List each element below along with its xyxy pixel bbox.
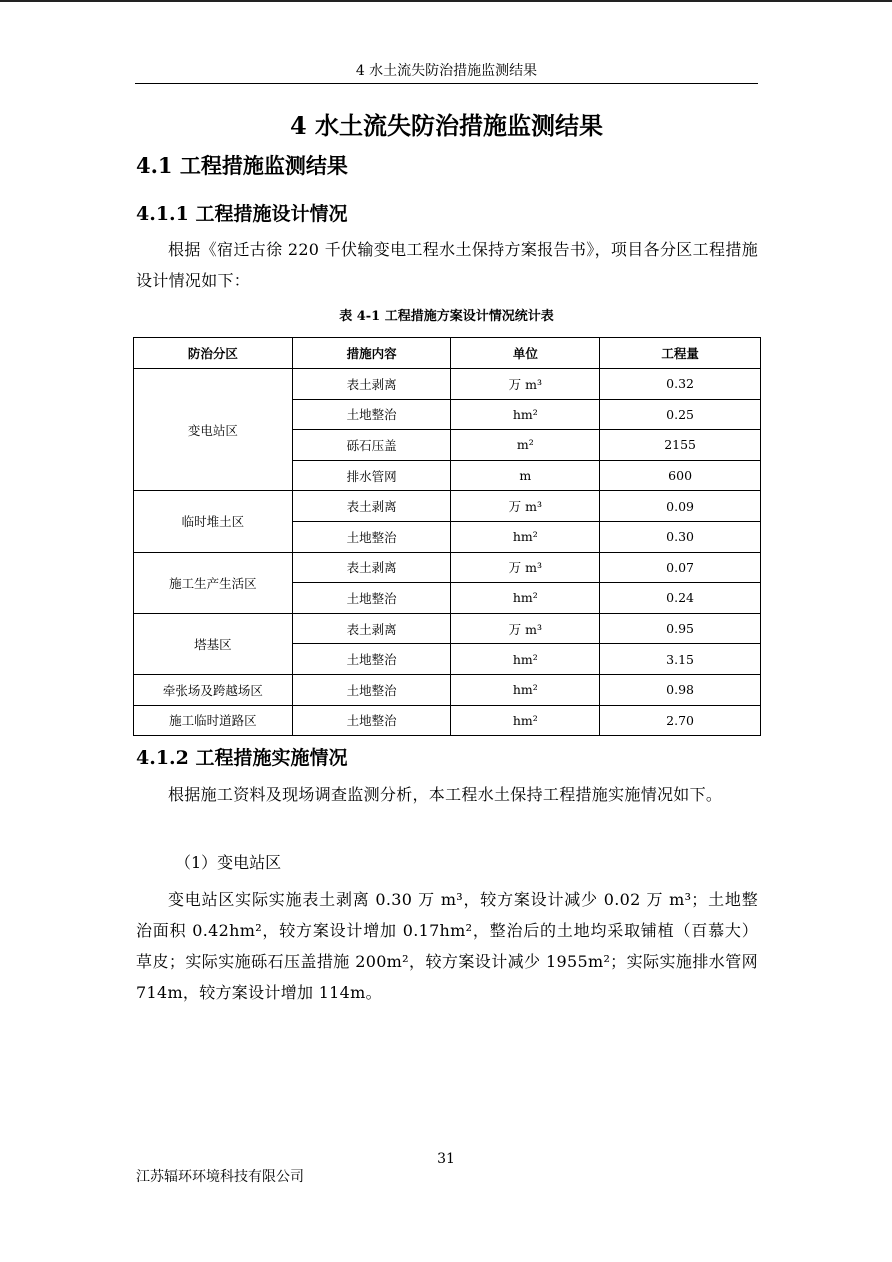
measure-cell: 排水管网 [292, 460, 451, 491]
unit-cell: hm² [451, 583, 600, 614]
table-row [134, 369, 761, 400]
quantity-cell: 3.15 [600, 644, 761, 675]
table-row [134, 613, 761, 644]
unit-cell: hm² [451, 399, 600, 430]
header-rule [135, 83, 758, 84]
unit-cell: m² [451, 430, 600, 461]
measure-cell: 表土剥离 [292, 552, 451, 583]
company-footer: 江苏辐环环境科技有限公司 [136, 1169, 304, 1185]
unit-cell: 万 m³ [451, 491, 600, 522]
zone-cell: 牵张场及跨越场区 [134, 674, 293, 705]
quantity-cell: 0.24 [600, 583, 761, 614]
subsection-substation: （1）变电站区 [175, 853, 282, 872]
measure-cell: 表土剥离 [292, 369, 451, 400]
table-row [134, 491, 761, 522]
quantity-cell: 2155 [600, 430, 761, 461]
header-measure: 措施内容 [292, 338, 451, 369]
measure-cell: 表土剥离 [292, 491, 451, 522]
unit-cell: 万 m³ [451, 369, 600, 400]
quantity-cell: 0.09 [600, 491, 761, 522]
measure-cell: 土地整治 [292, 521, 451, 552]
page-number: 31 [437, 1151, 455, 1167]
table-row [134, 705, 761, 736]
quantity-cell: 0.25 [600, 399, 761, 430]
quantity-cell: 600 [600, 460, 761, 491]
zone-cell: 施工生产生活区 [134, 552, 293, 613]
unit-cell: hm² [451, 644, 600, 675]
table-row [134, 674, 761, 705]
implementation-paragraph: 根据施工资料及现场调查监测分析，本工程水土保持工程措施实施情况如下。 [168, 785, 723, 804]
measure-cell: 土地整治 [292, 583, 451, 614]
measure-cell: 土地整治 [292, 399, 451, 430]
table-row [134, 552, 761, 583]
section-heading-4-1-2: 4.1.2 工程措施实施情况 [136, 747, 348, 769]
measure-cell: 土地整治 [292, 705, 451, 736]
engineering-measures-table [133, 337, 761, 736]
header-quantity: 工程量 [600, 338, 761, 369]
zone-cell: 临时堆土区 [134, 491, 293, 552]
table-caption: 表 4-1 工程措施方案设计情况统计表 [339, 309, 554, 324]
unit-cell: 万 m³ [451, 613, 600, 644]
header-zone: 防治分区 [134, 338, 293, 369]
quantity-cell: 0.32 [600, 369, 761, 400]
unit-cell: hm² [451, 705, 600, 736]
measure-cell: 砾石压盖 [292, 430, 451, 461]
measure-cell: 土地整治 [292, 644, 451, 675]
quantity-cell: 0.07 [600, 552, 761, 583]
section-heading-4-1: 4.1 工程措施监测结果 [136, 153, 348, 178]
table-header-row [134, 338, 761, 369]
zone-cell: 塔基区 [134, 613, 293, 674]
unit-cell: 万 m³ [451, 552, 600, 583]
measure-cell: 土地整治 [292, 674, 451, 705]
quantity-cell: 2.70 [600, 705, 761, 736]
unit-cell: m [451, 460, 600, 491]
unit-cell: hm² [451, 674, 600, 705]
quantity-cell: 0.98 [600, 674, 761, 705]
page-top-border [0, 0, 892, 2]
unit-cell: hm² [451, 521, 600, 552]
zone-cell: 施工临时道路区 [134, 705, 293, 736]
chapter-title: 4 水土流失防治措施监测结果 [289, 111, 604, 140]
section-heading-4-1-1: 4.1.1 工程措施设计情况 [136, 203, 348, 225]
substation-paragraph: 变电站区实际实施表土剥离 0.30 万 m³，较方案设计减少 0.02 万 m³；土地整治面积 0.42hm²，较方案设计增加 0.17hm²，整治后的土地均采取铺植（百慕大）草皮；实际实施砾石压盖措施 200m²，较方案设计减少 1955m²；实际实施排水管网 714m，较方案设计增加 114m。 [136, 890, 758, 1002]
quantity-cell: 0.95 [600, 613, 761, 644]
running-header: 4 水土流失防治措施监测结果 [355, 63, 538, 79]
quantity-cell: 0.30 [600, 521, 761, 552]
design-paragraph: 根据《宿迁古徐 220 千伏输变电工程水土保持方案报告书》，项目各分区工程措施设计情况如下： [136, 240, 758, 290]
measure-cell: 表土剥离 [292, 613, 451, 644]
zone-cell: 变电站区 [134, 369, 293, 491]
header-unit: 单位 [451, 338, 600, 369]
